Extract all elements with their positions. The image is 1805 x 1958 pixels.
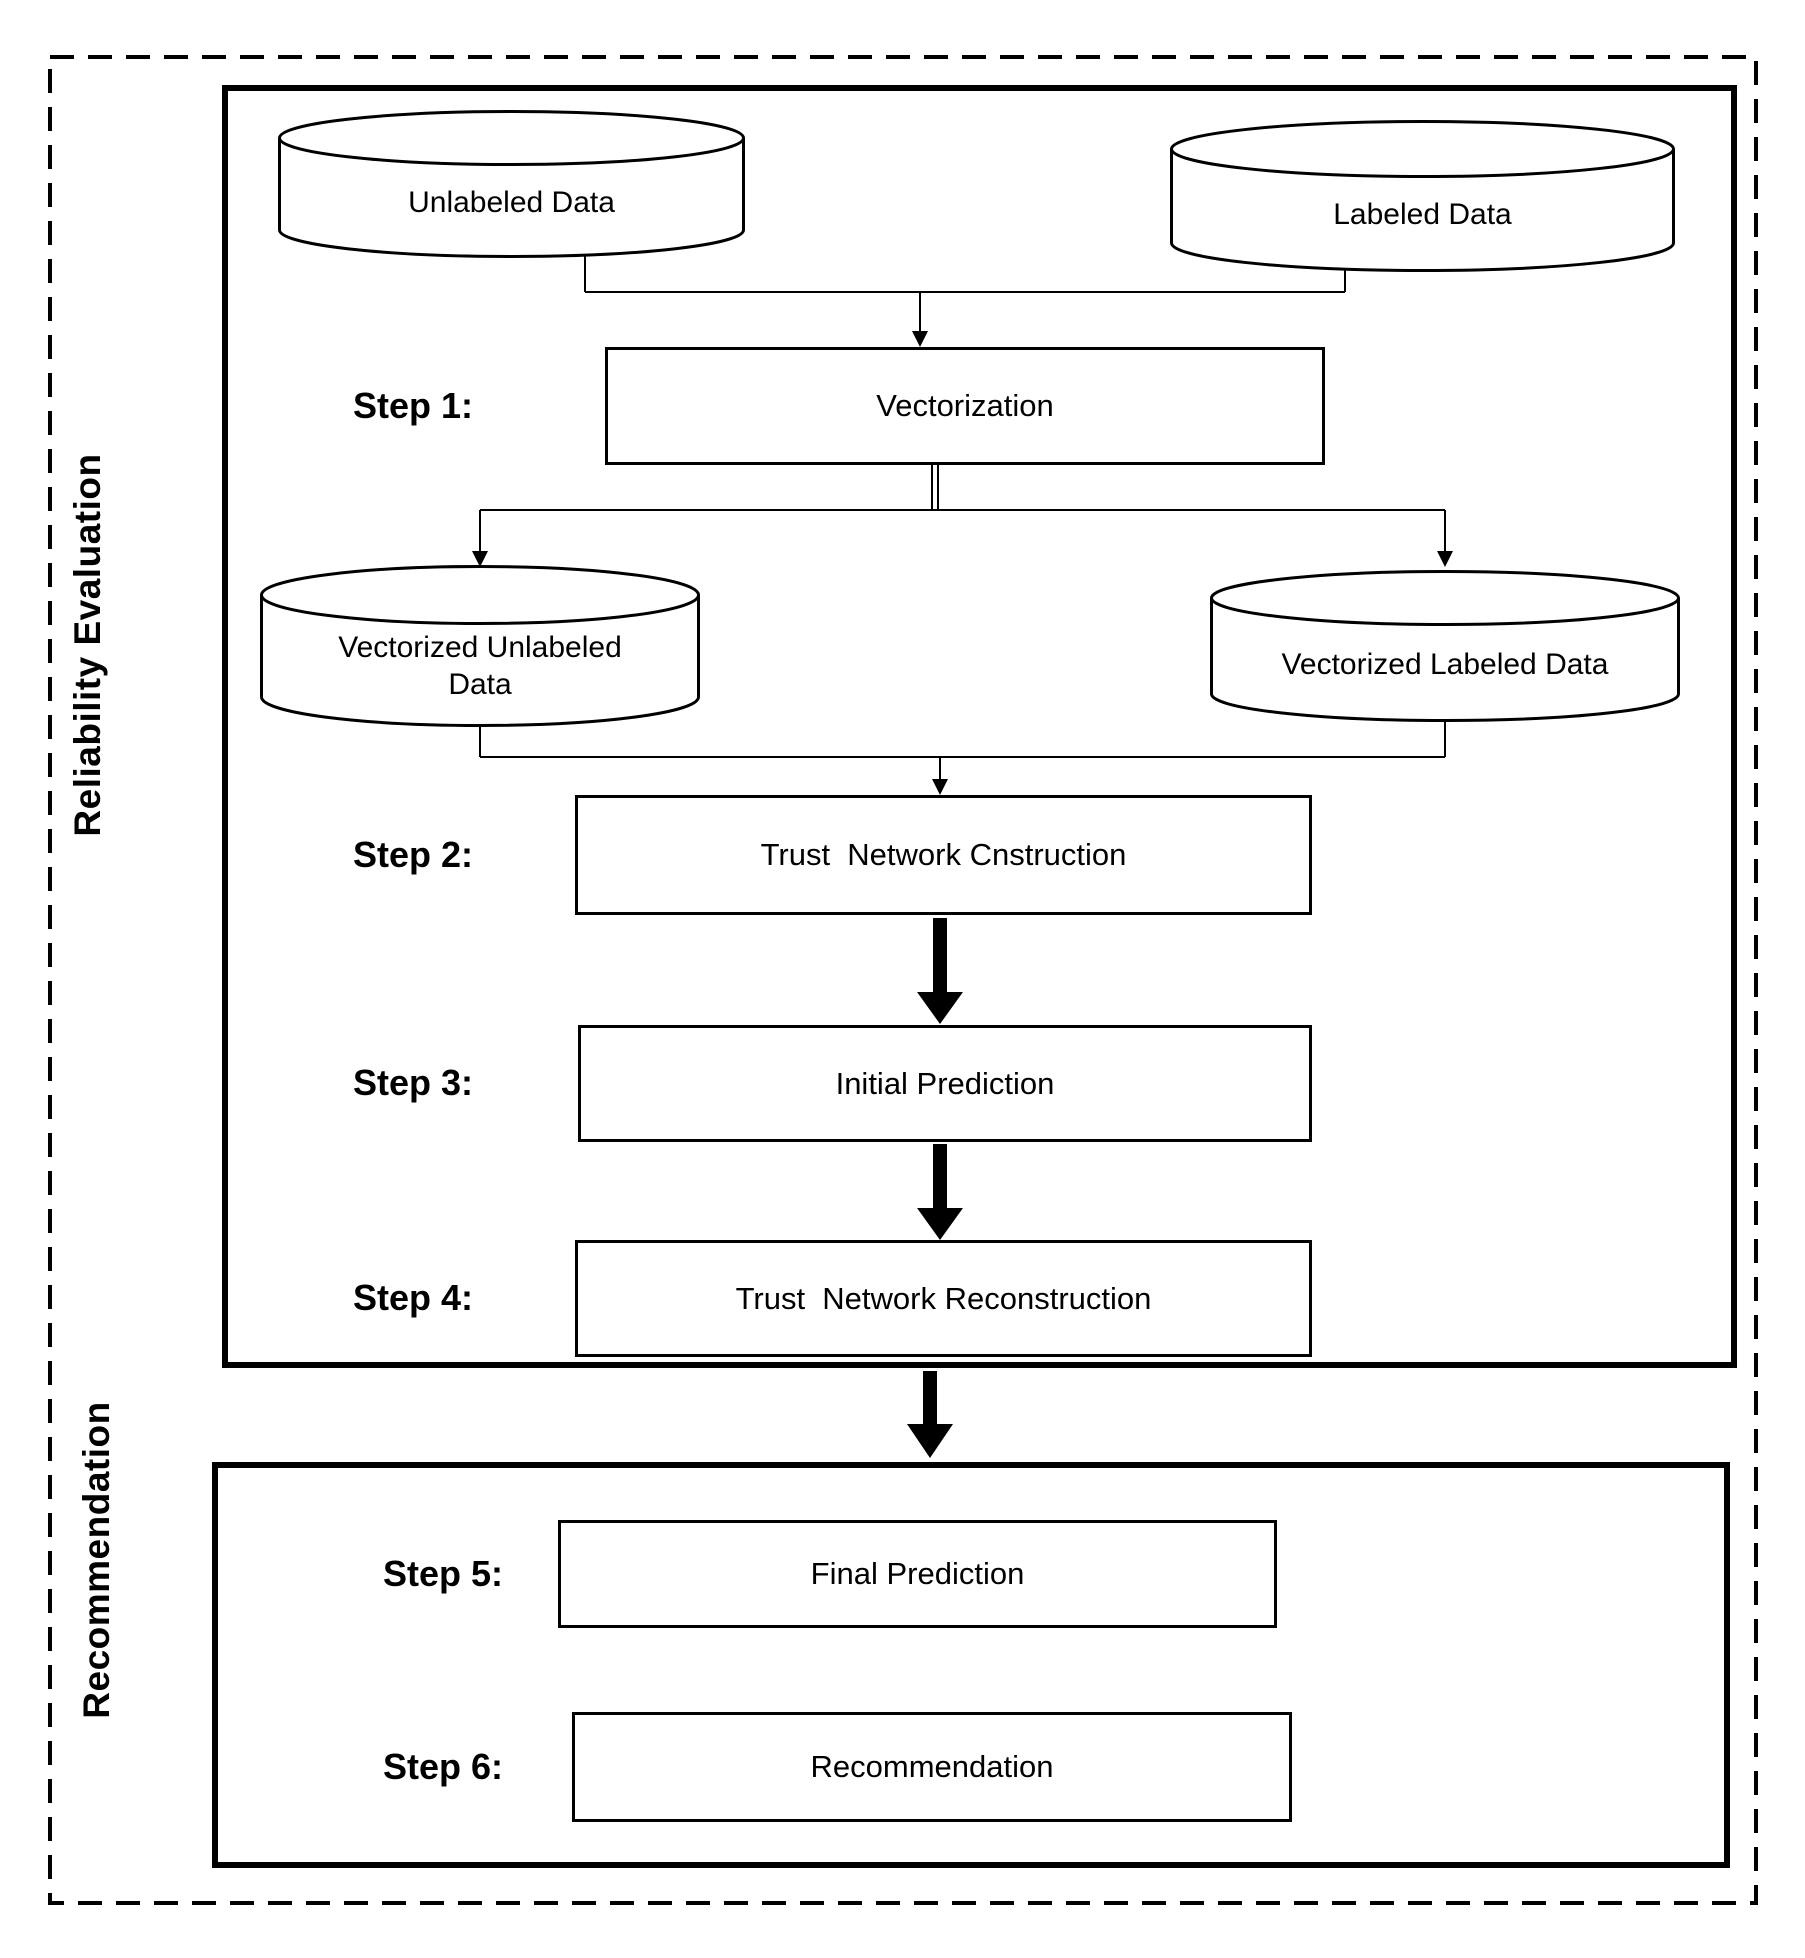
step5-label: Step 5: — [382, 1553, 504, 1594]
vectorization-box — [605, 347, 1325, 465]
trust-network-construction-box-label: Trust Network Cnstruction — [760, 837, 1127, 872]
vectorized-unlabeled-data-cylinder — [260, 565, 700, 727]
recommendation-box-label: Recommendation — [810, 1749, 1054, 1784]
trust-network-construction-box — [575, 795, 1312, 915]
recommendation-box — [572, 1712, 1292, 1822]
step6-label: Step 6: — [382, 1746, 504, 1787]
initial-prediction-box-label: Initial Prediction — [835, 1065, 1055, 1101]
vectorized-labeled-data-cylinder — [1210, 570, 1680, 722]
section-label-reliability-evaluation: Reliability Evaluation — [67, 453, 108, 837]
datastore-label-vectorized-labeled-data: Vectorized Labeled Data — [1281, 648, 1609, 682]
step3-label: Step 3: — [352, 1062, 474, 1103]
labeled-data-cylinder — [1170, 120, 1675, 272]
final-prediction-box-label: Final Prediction — [810, 1556, 1025, 1591]
datastore-label-vectorized-unlabeled-data: Vectorized Unlabeled Data — [338, 630, 622, 702]
trust-network-reconstruction-box — [575, 1240, 1312, 1357]
datastore-label-unlabeled-data: Unlabeled Data — [408, 185, 615, 219]
final-prediction-box — [558, 1520, 1277, 1628]
datastore-label-labeled-data: Labeled Data — [1333, 198, 1512, 232]
unlabeled-data-cylinder — [278, 110, 745, 258]
trust-network-reconstruction-box-label: Trust Network Reconstruction — [735, 1280, 1152, 1316]
step2-label: Step 2: — [352, 834, 474, 875]
section-label-recommendation: Recommendation — [76, 1401, 117, 1719]
vectorization-box-label: Vectorization — [876, 388, 1054, 423]
step4-label: Step 4: — [352, 1277, 474, 1318]
initial-prediction-box — [578, 1025, 1312, 1142]
step1-label: Step 1: — [352, 385, 474, 426]
